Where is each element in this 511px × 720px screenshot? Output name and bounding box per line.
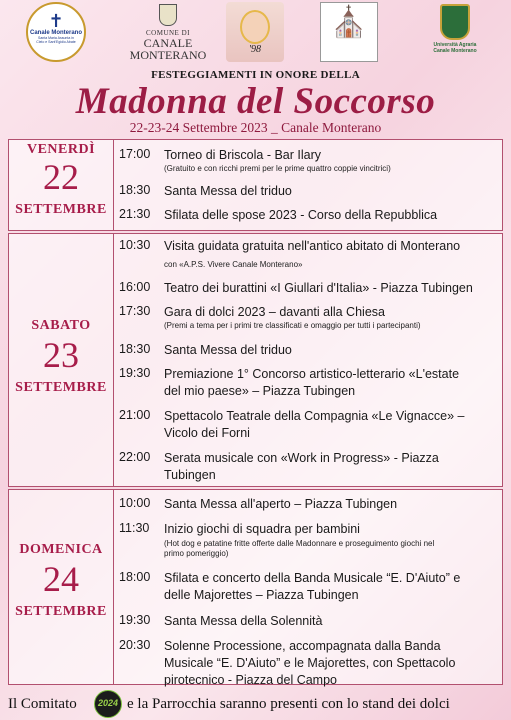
canale-monterano-parish-logo [26, 2, 86, 62]
event-time: 10:30 [119, 238, 151, 252]
day-label-column [9, 140, 114, 230]
event-description-line: Solenne Processione, accompagnata dalla Banda [164, 639, 441, 653]
portrait-icon [240, 10, 270, 44]
event-time: 17:00 [119, 147, 151, 161]
event-time: 18:30 [119, 342, 151, 356]
event-time: 21:30 [119, 207, 151, 221]
parish-logo-subtext: Santa Maria Assunta in Cielo e Sant'Egidio Abate [36, 36, 76, 44]
cross-icon: ✝ [48, 11, 64, 31]
event-subtitle: FESTEGGIAMENTI IN ONORE DELLA [151, 69, 360, 81]
event-description [164, 408, 504, 442]
event-time: 21:00 [119, 408, 151, 422]
event-description: Inizio giochi di squadra per bambini [164, 522, 360, 536]
comune-logo [128, 4, 208, 61]
event-time: 18:30 [119, 183, 151, 197]
day-panel-sunday [8, 489, 503, 685]
committee-portrait-logo [226, 2, 284, 62]
logo-strip [0, 0, 511, 66]
day-month: SETTEMBRE [15, 202, 107, 217]
event-description-line: Premiazione 1° Concorso artistico-letterario «L'estate [164, 367, 460, 381]
committee-badge-icon: 2024 [94, 690, 122, 718]
day-label [9, 542, 113, 620]
event-description [164, 366, 504, 400]
footer-stand-text: e la Parrocchia saranno presenti con lo stand dei dolci [127, 696, 450, 712]
event-note: (Premi a tema per i primi tre classificati e omaggio per tutti i partecipanti) [164, 321, 421, 330]
day-name: VENERDÌ [26, 142, 96, 157]
event-description: Santa Messa della Solennità [164, 614, 323, 628]
event-description [164, 570, 504, 604]
day-month: SETTEMBRE [15, 604, 107, 619]
event-time: 16:00 [119, 280, 151, 294]
event-description: Sfilata delle spose 2023 - Corso della Repubblica [164, 208, 438, 222]
event-description-line: pirotecnico - Piazza del Campo [164, 673, 337, 687]
day-label-column [9, 490, 114, 684]
event-description-line: Musicale “E. D'Aiuto” e le Majorettes, con Spettacolo [164, 656, 456, 670]
church-logo [320, 2, 378, 62]
comune-name: CANALE MONTERANO [129, 36, 207, 62]
event-description-line: delle Majorettes – Piazza Tubingen [164, 588, 359, 602]
event-description-line: Sfilata e concerto della Banda Musicale “E. D'Aiuto” e [164, 571, 461, 585]
day-panel-friday [8, 139, 503, 231]
event-description: Santa Messa del triduo [164, 343, 292, 357]
event-description: Torneo di Briscola - Bar Ilary [164, 148, 322, 162]
event-note: con «A.P.S. Vivere Canale Monterano» [164, 260, 303, 269]
university-logo [420, 2, 490, 54]
day-label-column [9, 234, 114, 486]
church-icon: ⛪ [330, 6, 368, 39]
event-description: Santa Messa del triduo [164, 184, 292, 198]
event-note-line: (Hot dog e patatine fritte offerte dalle Madonnare e proseguimento giochi nel [164, 539, 435, 548]
crest-icon [440, 4, 470, 40]
event-time: 22:00 [119, 450, 151, 464]
footer [0, 690, 511, 720]
day-number: 24 [43, 559, 79, 599]
comune-prefix: COMUNE DI [146, 29, 190, 37]
day-name: SABATO [31, 318, 91, 333]
day-panel-saturday [8, 233, 503, 487]
day-month: SETTEMBRE [15, 380, 107, 395]
event-description: Visita guidata gratuita nell'antico abitato di Monterano [164, 239, 461, 253]
event-description-line: Vicolo dei Forni [164, 426, 250, 440]
event-description-line: Tubingen [164, 468, 216, 482]
event-time: 18:00 [119, 570, 151, 584]
parish-logo-name: Canale Monterano [29, 30, 82, 36]
event-note-line: primo pomeriggio) [164, 549, 229, 558]
event-description [164, 638, 504, 689]
event-dates-place: 22-23-24 Settembre 2023 _ Canale Monterano [129, 120, 382, 135]
event-time: 11:30 [119, 521, 150, 535]
event-note [164, 539, 504, 559]
day-label [9, 142, 113, 218]
event-time: 19:30 [119, 366, 151, 380]
event-description: Santa Messa all'aperto – Piazza Tubingen [164, 497, 398, 511]
event-time: 17:30 [119, 304, 151, 318]
event-title: Madonna del Soccorso [75, 81, 436, 122]
event-description-line: Serata musicale con «Work in Progress» - Piazza [164, 451, 439, 465]
day-name: DOMENICA [19, 542, 103, 557]
footer-committee-text: Il Comitato [8, 696, 77, 712]
day-number: 23 [43, 335, 79, 375]
portrait-year: '98 [248, 44, 262, 55]
event-description-line: Spettacolo Teatrale della Compagnia «Le Vignacce» – [164, 409, 465, 423]
event-description: Teatro dei burattini «I Giullari d'Italia» - Piazza Tubingen [164, 281, 473, 295]
event-note: (Gratuito e con ricchi premi per le prime quattro coppie vincitrici) [164, 164, 391, 173]
day-number: 22 [43, 157, 79, 197]
day-label [9, 318, 113, 396]
event-time: 20:30 [119, 638, 151, 652]
university-name-line1: Università Agraria [433, 42, 477, 48]
event-description-line: del mio paese» – Piazza Tubingen [164, 384, 356, 398]
shield-icon [159, 4, 177, 26]
event-description: Gara di dolci 2023 – davanti alla Chiesa [164, 305, 385, 319]
university-name-line2: Canale Monterano [433, 48, 477, 54]
event-time: 10:00 [119, 496, 151, 510]
event-description [164, 450, 504, 484]
event-time: 19:30 [119, 613, 151, 627]
